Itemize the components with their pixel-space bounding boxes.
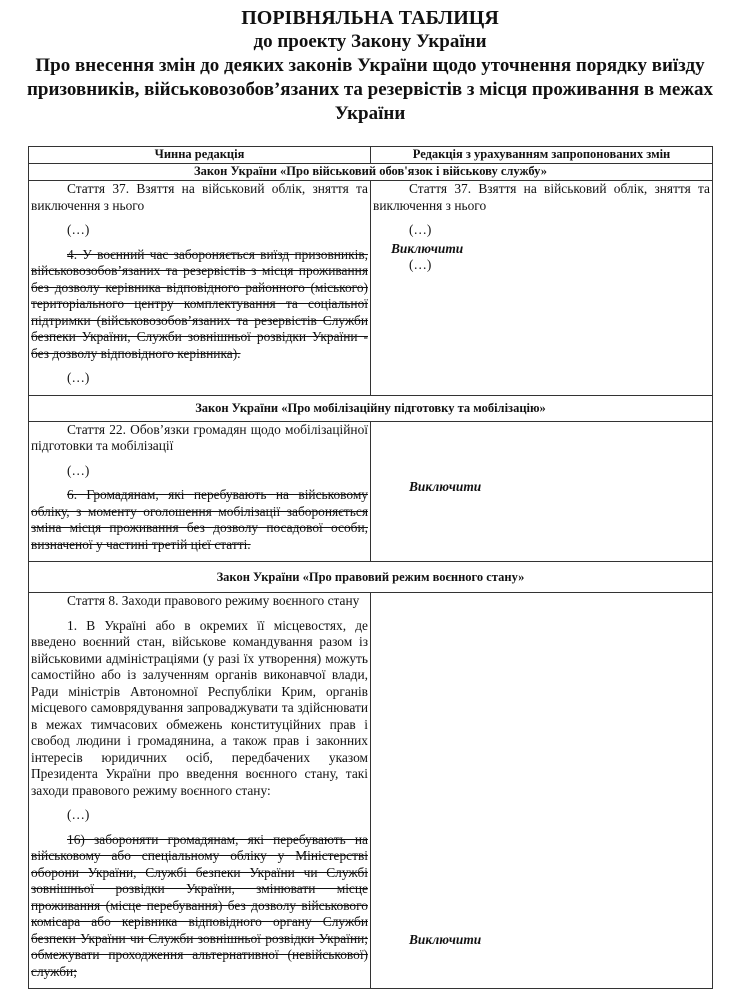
article-heading: Стаття 37. Взяття на військовий облік, зняття та виключення з нього: [31, 181, 368, 213]
table-row: [29, 593, 713, 989]
law-row: [29, 395, 713, 421]
comparison-table: [28, 146, 713, 989]
article-heading: Стаття 8. Заходи правового режиму воєнного стану: [67, 593, 360, 608]
exclude-label: Виключити: [409, 479, 482, 494]
ellipsis: (…): [67, 462, 90, 478]
title-line-2: до проекту Закону України: [253, 31, 487, 52]
table-row: [29, 181, 713, 396]
title-line-1: ПОРІВНЯЛЬНА ТАБЛИЦЯ: [241, 7, 499, 29]
ellipsis: (…): [67, 222, 90, 237]
header-proposed: Редакція з урахуванням запропонованих змін: [371, 147, 713, 164]
law-row: [29, 562, 713, 593]
struck-text: 4. У воєнний час забороняється виїзд призовників, військовозобов’язаних та резервістів з місця проживання без дозволу керівника відповідного районного (міського) територіального центру комплектування та соціальної підтримки (військовозобов’язаних та резервістів Служби безпеки України, Служби зовнішньої розвідки України - без дозволу відповідного керівника).: [31, 246, 368, 361]
law-title: Закон України «Про мобілізаційну підготовку та мобілізацію»: [29, 395, 713, 421]
header-current: Чинна редакція: [29, 147, 371, 164]
article-heading: Стаття 22. Обов’язки громадян щодо мобілізаційної підготовки та мобілізації: [31, 421, 368, 453]
law-title: Закон України «Про військовий обов'язок і військову службу»: [29, 164, 713, 181]
ellipsis: (…): [409, 257, 432, 272]
table-row: [29, 421, 713, 562]
title-line-3: Про внесення змін до деяких законів України щодо уточнення порядку виїзду призовників, військовозобов’язаних та резервістів з місця проживання в межах України: [26, 55, 714, 124]
paragraph: 1. В Україні або в окремих її місцевостях, де введено воєнний стан, військове командування разом із військовими адміністраціями (у разі їх утворення) можуть самостійно або із залученням органів виконавчої влади, Ради міністрів Автономної Республіки Крим, органів місцевого самоврядування запроваджувати та здійснювати в межах тимчасових обмежень конституційних прав і свобод людини і громадянина, а також прав і законних інтересів юридичних осіб, передбачених указом Президента України про введення воєнного стану, такі заходи правового режиму воєнного стану:: [31, 617, 368, 798]
exclude-label: Виключити: [409, 931, 482, 947]
article-heading: Стаття 37. Взяття на військовий облік, зняття та виключення з нього: [373, 181, 710, 213]
struck-text: 6. Громадянам, які перебувають на військовому обліку, з моменту оголошення мобілізації забороняється зміна місця проживання без дозволу посадової особи, визначеної у частині третій цієї статті.: [31, 487, 368, 552]
ellipsis: (…): [67, 807, 90, 822]
struck-text: 16) забороняти громадянам, які перебувають на військовому або спеціальному обліку у Міністерстві оборони України, Службі безпеки України чи Службі зовнішньої розвідки України, змінювати місце проживання (місце перебування) без дозволу військового комісара або керівника відповідного органу Служби безпеки України чи Служби зовнішньої розвідки України; обмежувати проходження альтернативної (невійськової) служби;: [31, 831, 368, 979]
law-row: [29, 164, 713, 181]
table-header-row: [29, 147, 713, 164]
exclude-label: Виключити: [391, 240, 464, 256]
ellipsis: (…): [67, 370, 90, 385]
ellipsis: (…): [409, 222, 432, 237]
document-title: [0, 6, 740, 126]
law-title: Закон України «Про правовий режим воєнного стану»: [29, 562, 713, 593]
